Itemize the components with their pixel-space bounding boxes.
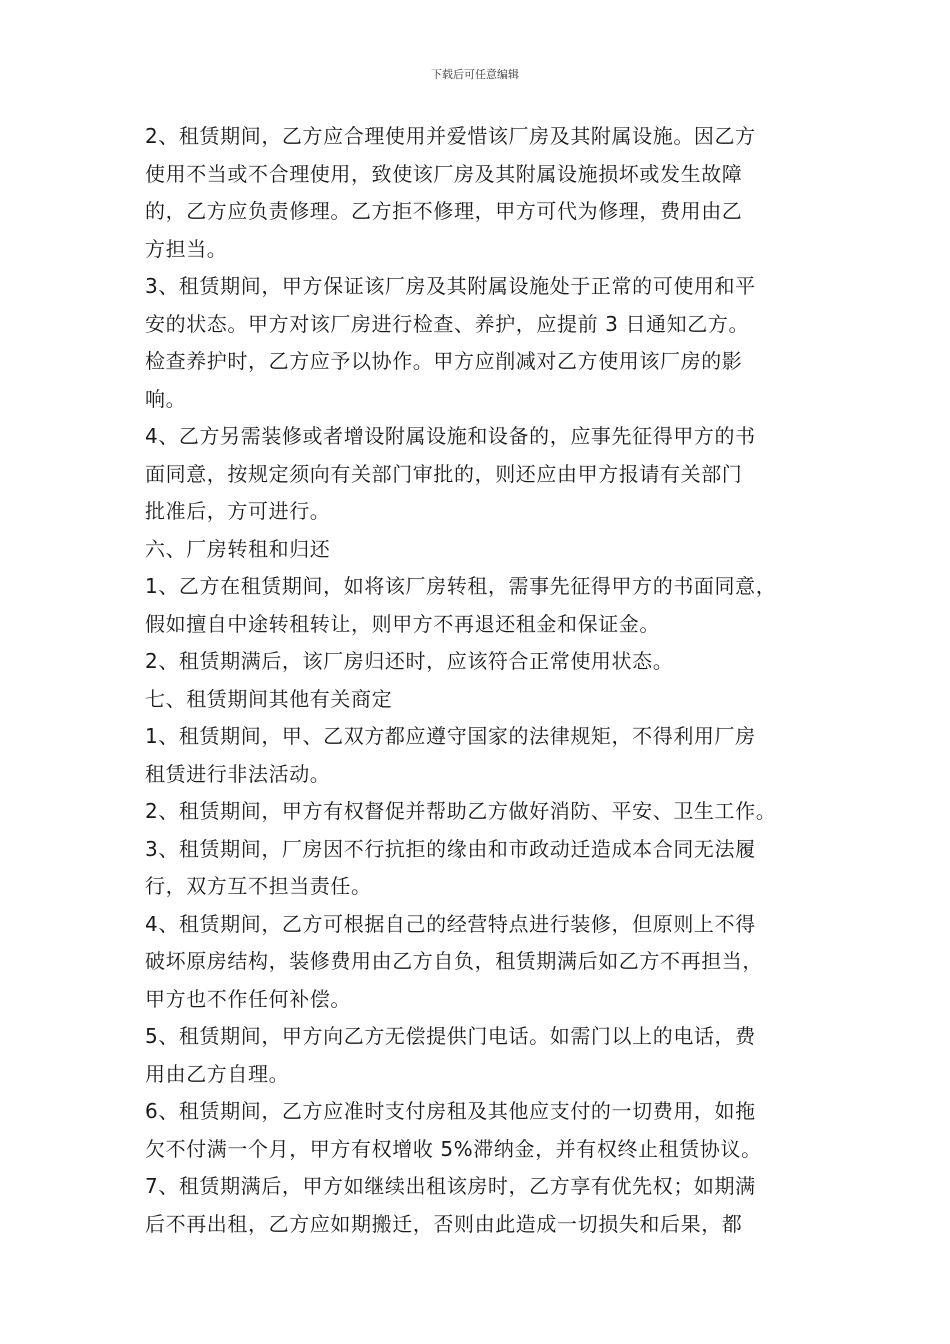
text-line: 6、租赁期间，乙方应准时支付房租及其他应支付的一切费用，如拖 bbox=[145, 1099, 756, 1123]
text-line: 3、租赁期间，厂房因不行抗拒的缘由和市政动迁造成本合同无法履 bbox=[145, 836, 756, 861]
text-line: 用由乙方自理。 bbox=[145, 1061, 290, 1086]
section-heading: 六、厂房转租和归还 bbox=[145, 536, 331, 561]
text-line: 破坏原房结构，装修费用由乙方自负，租赁期满后如乙方不再担当， bbox=[145, 949, 763, 973]
text-line: 安的状态。甲方对该厂房进行检查、养护，应提前 3 日通知乙方。 bbox=[145, 311, 750, 336]
text-line: 行，双方互不担当责任。 bbox=[145, 874, 372, 898]
section-heading: 七、租赁期间其他有关商定 bbox=[145, 686, 393, 711]
text-line: 2、租赁期间，甲方有权督促并帮助乙方做好消防、平安、卫生工作。 bbox=[145, 799, 777, 823]
text-line: 4、乙方另需装修或者增设附属设施和设备的，应事先征得甲方的书 bbox=[145, 424, 756, 448]
text-line: 方担当。 bbox=[145, 236, 228, 261]
text-line: 欠不付满一个月，甲方有权增收 5%滞纳金，并有权终止租赁协议。 bbox=[145, 1136, 762, 1161]
text-line: 2、租赁期间，乙方应合理使用并爱惜该厂房及其附属设施。因乙方 bbox=[145, 124, 756, 148]
text-line: 7、租赁期满后，甲方如继续出租该房时，乙方享有优先权；如期满 bbox=[145, 1174, 756, 1198]
text-line: 使用不当或不合理使用，致使该厂房及其附属设施损坏或发生故障 bbox=[145, 161, 743, 186]
text-line: 3、租赁期间，甲方保证该厂房及其附属设施处于正常的可使用和平 bbox=[145, 274, 756, 298]
document-body bbox=[145, 118, 825, 1243]
text-line: 的，乙方应负责修理。乙方拒不修理，甲方可代为修理，费用由乙 bbox=[145, 199, 743, 223]
text-line: 5、租赁期间，甲方向乙方无偿提供门电话。如需门以上的电话，费 bbox=[145, 1024, 756, 1048]
text-line: 租赁进行非法活动。 bbox=[145, 761, 331, 786]
text-line: 检查养护时，乙方应予以协作。甲方应削减对乙方使用该厂房的影 bbox=[145, 349, 743, 373]
text-line: 1、租赁期间，甲、乙双方都应遵守国家的法律规矩，不得利用厂房 bbox=[145, 724, 756, 748]
text-line: 1、乙方在租赁期间，如将该厂房转租，需事先征得甲方的书面同意， bbox=[145, 574, 777, 598]
page-header: 下载后可任意编辑 bbox=[431, 68, 519, 81]
text-line: 甲方也不作任何补偿。 bbox=[145, 986, 351, 1011]
text-line: 2、租赁期满后，该厂房归还时，应该符合正常使用状态。 bbox=[145, 649, 674, 673]
text-line: 后不再出租，乙方应如期搬迁，否则由此造成一切损失和后果，都 bbox=[145, 1211, 743, 1236]
text-line: 假如擅自中途转租转让，则甲方不再退还租金和保证金。 bbox=[145, 611, 660, 636]
text-line: 响。 bbox=[145, 386, 187, 411]
text-line: 4、租赁期间，乙方可根据自己的经营特点进行装修，但原则上不得 bbox=[145, 911, 756, 936]
text-line: 批准后，方可进行。 bbox=[145, 499, 331, 523]
text-line: 面同意，按规定须向有关部门审批的，则还应由甲方报请有关部门 bbox=[145, 461, 743, 486]
